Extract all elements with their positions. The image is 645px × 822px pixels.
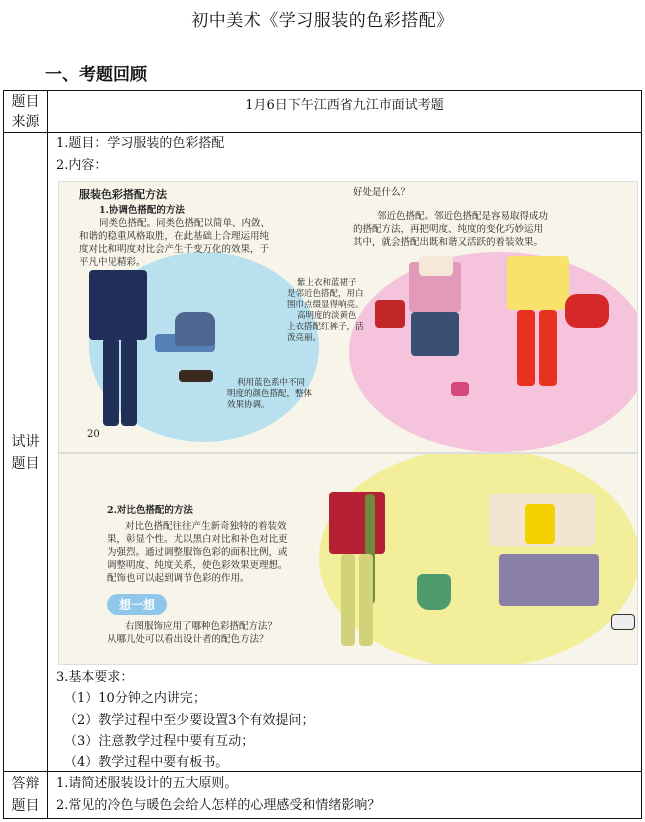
requirements-heading: 3.基本要求： xyxy=(56,670,134,685)
source-label-line2: 来源 xyxy=(11,114,40,130)
page-number: 20 xyxy=(87,429,100,440)
blue-handbag-image xyxy=(175,312,215,346)
subheading-1: 1.协调色搭配的方法 xyxy=(99,205,185,216)
document-title: 初中美术《学习服装的色彩搭配》 xyxy=(191,11,454,31)
pink-shoes-image xyxy=(451,382,469,396)
requirement-item: （1）10分钟之内讲完； xyxy=(64,691,206,706)
textbook-page-1 xyxy=(58,181,638,453)
brown-shoes-image xyxy=(179,370,213,382)
para2-line3: 其中，就会搭配出既和谐又活跃的着装效果。 xyxy=(353,237,544,248)
plaid-skirt-image xyxy=(499,554,599,606)
para1-line1: 同类色搭配。同类色搭配以简单、内敛、 xyxy=(99,218,271,229)
para3-line2: 果，彰显个性。尤以黑白对比和补色对比更 xyxy=(107,534,288,545)
red-sweater-image xyxy=(329,492,385,554)
lecture-label-line2: 题目 xyxy=(11,456,40,472)
blue-skirt-image xyxy=(411,312,459,356)
column-divider xyxy=(47,91,48,818)
source-label-line1: 题目 xyxy=(11,94,40,110)
pink-background xyxy=(349,252,638,452)
note2-line1: 高明度的淡黄色 xyxy=(297,311,357,321)
defense-question-2: 2.常见的冷色与暖色会给人怎样的心理感受和情绪影响？ xyxy=(56,798,381,813)
red-pants-right-image xyxy=(539,310,557,386)
note3-line3: 效果协调。 xyxy=(227,400,270,410)
para2-line1: 邻近色搭配。邻近色搭配是容易取得成功 xyxy=(377,211,549,222)
red-dotted-bag-image xyxy=(565,294,609,328)
para1-line4: 平凡中见精彩。 xyxy=(79,257,146,268)
topic-line: 1.题目：学习服装的色彩搭配 xyxy=(56,136,225,151)
note3-line2: 明度的颜色搭配，整体 xyxy=(227,389,313,399)
para3-line3: 为强烈。通过调整服饰色彩的面积比例，或 xyxy=(107,547,288,558)
para3-line4: 调整明度、纯度关系，使色彩效果更理想。 xyxy=(107,560,288,571)
khaki-pants-right-image xyxy=(359,554,373,646)
requirement-item: （3）注意教学过程中要有互动； xyxy=(64,734,255,749)
white-scarf-image xyxy=(419,256,453,276)
para1-line2: 和谐的稳重风格取胜，在此基础上合理运用纯 xyxy=(79,231,270,242)
note2-line3: 泼亮丽。 xyxy=(287,333,322,343)
khaki-pants-left-image xyxy=(341,554,355,646)
para1-line3: 度对比和明度对比会产生千变万化的效果，于 xyxy=(79,244,270,255)
question-top: 好处是什么？ xyxy=(353,187,411,198)
note1-line2: 是邻近色搭配，用白 xyxy=(287,289,364,299)
think-badge: 想一想 xyxy=(107,594,167,615)
navy-pants-left-image xyxy=(103,338,119,426)
white-shoes-image xyxy=(611,614,635,630)
para3-line1: 对比色搭配往往产生新奇独特的着装效 xyxy=(125,521,287,532)
exam-table xyxy=(3,90,642,819)
defense-question-1: 1.请简述服装设计的五大原则。 xyxy=(56,776,238,791)
yellow-top-image xyxy=(507,256,569,310)
section-heading: 一、考题回顾 xyxy=(45,65,147,85)
red-pants-left-image xyxy=(517,310,535,386)
note2-line2: 上衣搭配红裤子，活 xyxy=(287,322,364,332)
red-handbag-image xyxy=(375,300,405,328)
textbook-page-2 xyxy=(58,453,638,665)
source-value: 1月6日下午江西省九江市面试考题 xyxy=(245,98,444,113)
requirement-item: （2）教学过程中至少要设置3个有效提问； xyxy=(64,713,315,728)
content-label: 2.内容： xyxy=(56,158,108,173)
green-basket-image xyxy=(417,574,451,610)
textbook-heading: 服装色彩搭配方法 xyxy=(79,188,167,201)
navy-pants-right-image xyxy=(121,338,137,426)
lecture-label-line1: 试讲 xyxy=(11,434,40,450)
navy-jacket-image xyxy=(89,270,147,340)
note1-line1: 紫上衣和蓝裙子 xyxy=(297,278,357,288)
defense-label-line2: 题目 xyxy=(11,798,40,814)
para3-line5: 配饰也可以起到调节色彩的作用。 xyxy=(107,573,250,584)
note3-line1: 利用蓝色系中不同 xyxy=(237,378,306,388)
think-question-1: 右图服饰应用了哪种色彩搭配方法？ xyxy=(125,621,278,632)
requirement-item: （4）教学过程中要有板书。 xyxy=(64,755,229,770)
defense-label-line1: 答辩 xyxy=(11,776,40,792)
note1-line3: 围巾点缀显得响亮。 xyxy=(287,300,364,310)
yellow-inner-top-image xyxy=(525,504,555,544)
para2-line2: 的搭配方法，再把明度、纯度的变化巧妙运用 xyxy=(353,224,544,235)
subheading-2: 2.对比色搭配的方法 xyxy=(107,505,193,516)
think-question-2: 从哪儿处可以看出设计者的配色方法？ xyxy=(107,634,269,645)
